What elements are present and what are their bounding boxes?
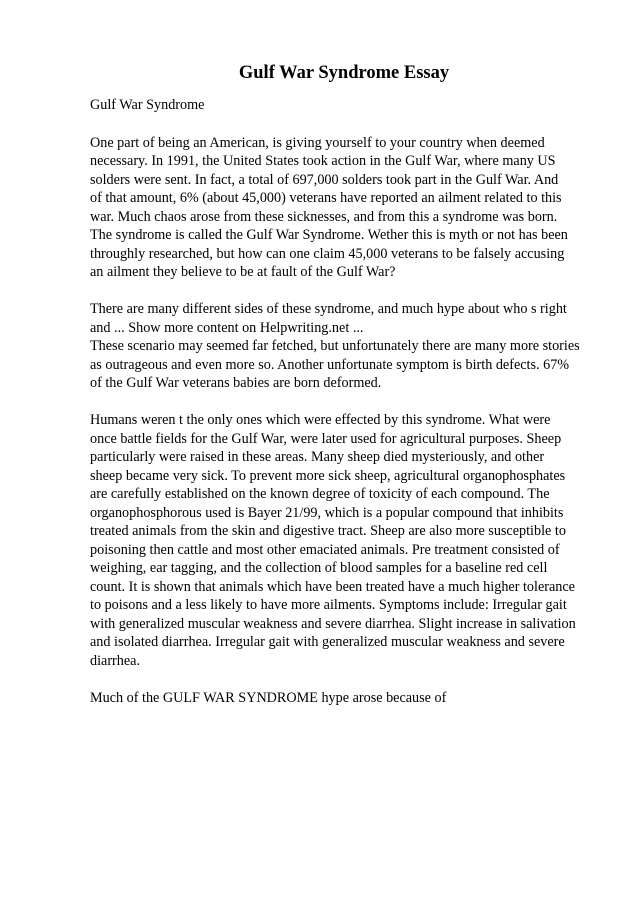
text-line: organophosphorous used is Bayer 21/99, which is a popular compound that inhibits (90, 504, 564, 521)
paragraph-5 (90, 689, 598, 708)
text-line: necessary. In 1991, the United States took action in the Gulf War, where many US (90, 153, 556, 169)
paragraph-1 (90, 134, 598, 282)
text-line: count. It is shown that animals which have been treated have a much higher tolerance (90, 578, 575, 595)
text-line: solders were sent. In fact, a total of 697,000 solders took part in the Gulf War. And (90, 171, 559, 188)
text-line: of that amount, 6% (about 45,000) veterans have reported an ailment related to this (90, 190, 562, 206)
text-line: treated animals from the skin and digestive tract. Sheep are also more susceptible to (90, 523, 566, 539)
text-line: particularly were raised in these areas. Many sheep died mysteriously, and other (90, 449, 545, 465)
text-line: These scenario may seemed far fetched, but unfortunately there are many more stories (90, 338, 580, 354)
document-subtitle: Gulf War Syndrome (90, 97, 205, 113)
document-title: Gulf War Syndrome Essay (238, 63, 450, 83)
text-line: of the Gulf War veterans babies are born deformed. (90, 375, 382, 391)
paragraph-4 (90, 411, 598, 670)
text-line: poisoning then cattle and most other emaciated animals. Pre treatment consisted of (90, 541, 560, 558)
text-line: diarrhea. (90, 652, 141, 669)
text-line: weighing, ear tagging, and the collection of blood samples for a baseline red cell (90, 560, 548, 576)
paragraph-2 (90, 300, 598, 337)
text-line: sheep became very sick. To prevent more sick sheep, agricultural organophosphates (90, 467, 566, 484)
text-line: as outrageous and even more so. Another unfortunate symptom is birth defects. 67% (90, 356, 570, 373)
paragraph-3 (90, 337, 598, 393)
text-line: throughly researched, but how can one claim 45,000 veterans to be falsely accusing (90, 245, 565, 262)
text-line: The syndrome is called the Gulf War Syndrome. Wether this is myth or not has been (90, 227, 568, 243)
text-line: Humans weren t the only ones which were effected by this syndrome. What were (90, 412, 551, 428)
text-line: One part of being an American, is giving yourself to your country when deemed (90, 134, 545, 151)
text-line: war. Much chaos arose from these sicknesses, and from this a syndrome was born. (90, 208, 558, 225)
text-line: once battle fields for the Gulf War, were later used for agricultural purposes. Sheep (90, 430, 562, 447)
text-line: There are many different sides of these syndrome, and much hype about who s right (90, 301, 567, 317)
text-line: with generalized muscular weakness and severe diarrhea. Slight increase in salivation (90, 615, 576, 632)
text-line: are carefully established on the known degree of toxicity of each compound. The (90, 486, 550, 502)
text-line: an ailment they believe to be at fault of the Gulf War? (90, 264, 396, 280)
text-line: Much of the GULF WAR SYNDROME hype arose because of (90, 689, 447, 706)
show-more-line: and ... Show more content on Helpwriting.net ... (90, 319, 364, 336)
text-line: and isolated diarrhea. Irregular gait with generalized muscular weakness and severe (90, 634, 565, 650)
text-line: to poisons and a less likely to have more ailments. Symptoms include: Irregular gait (90, 597, 567, 613)
